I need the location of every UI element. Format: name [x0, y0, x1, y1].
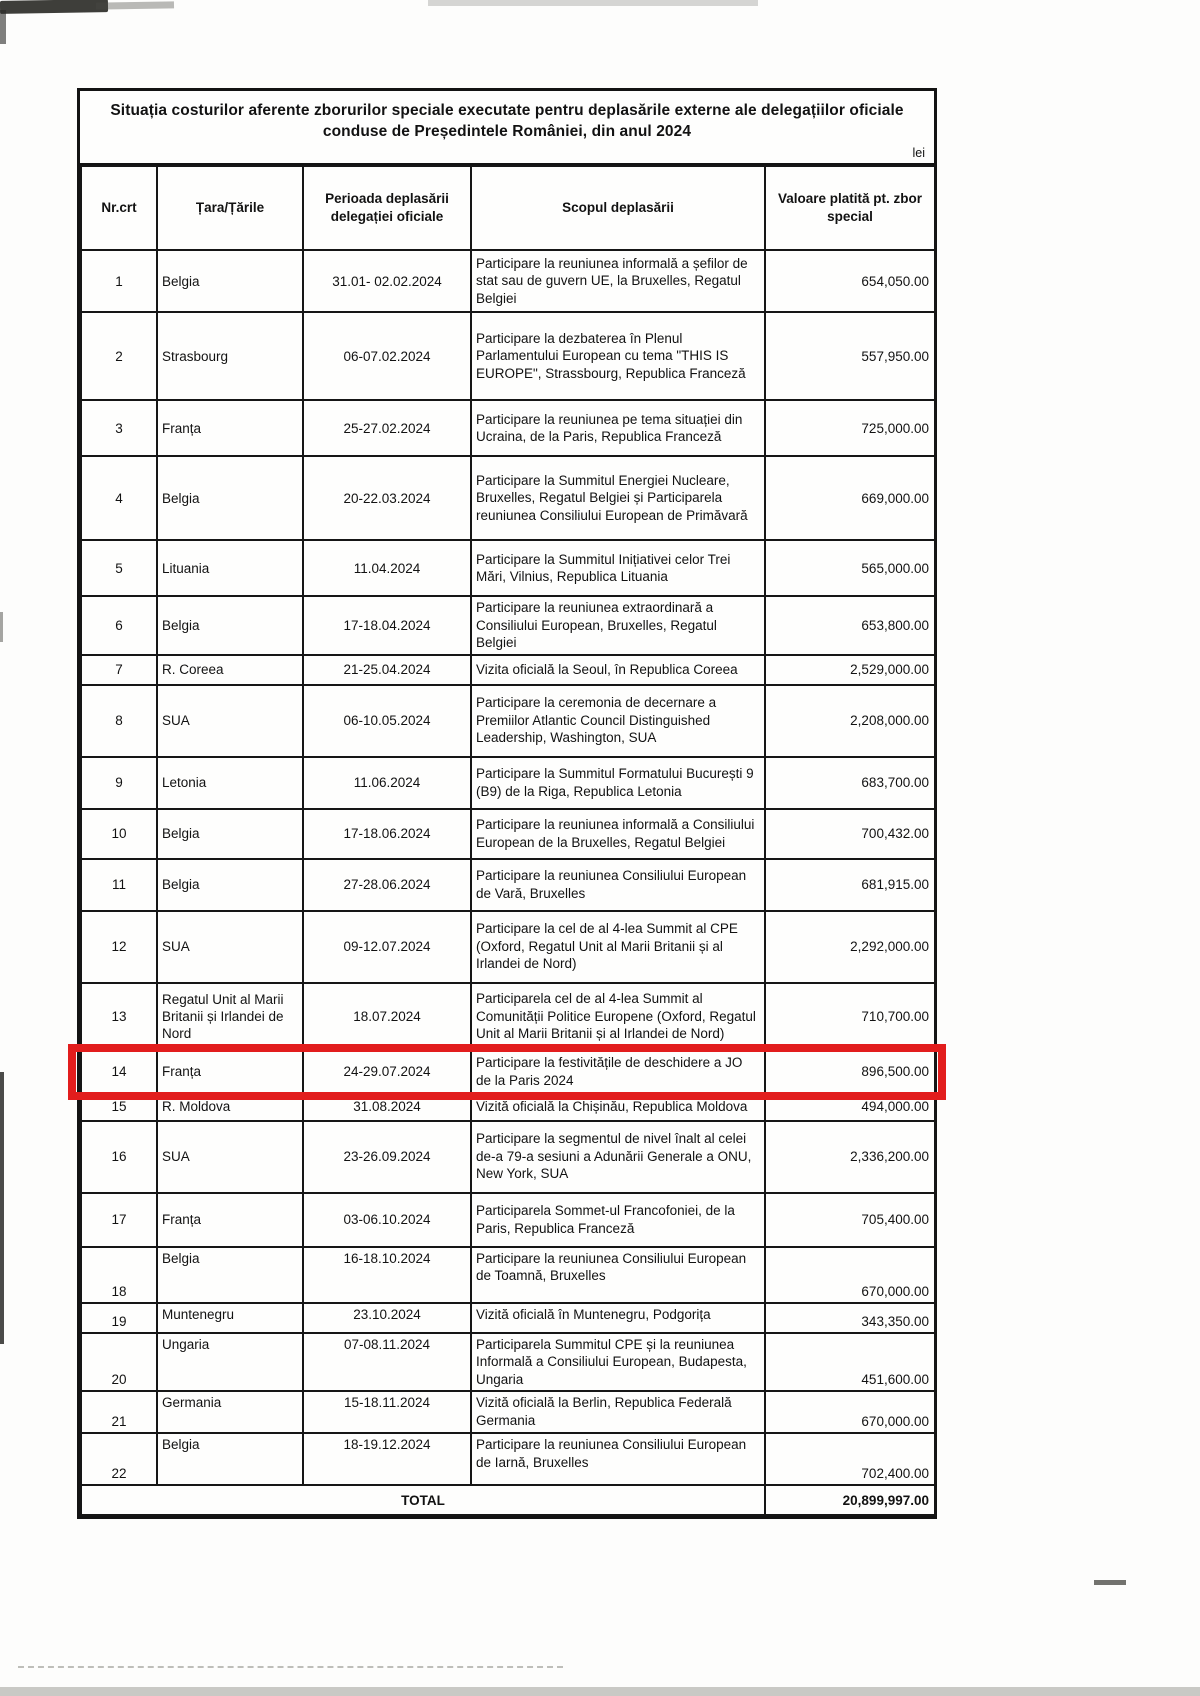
row-number-cell: 20 [81, 1333, 157, 1392]
period-cell: 06-10.05.2024 [303, 685, 471, 757]
country-cell: SUA [157, 685, 303, 757]
value-cell: 681,915.00 [765, 859, 935, 911]
country-cell: Letonia [157, 757, 303, 809]
period-cell: 11.04.2024 [303, 540, 471, 596]
country-cell: Belgia [157, 859, 303, 911]
purpose-cell: Vizită oficială la Berlin, Republica Federală Germania [471, 1391, 765, 1433]
currency-label: lei [912, 146, 925, 160]
row-number-cell: 17 [81, 1193, 157, 1247]
value-cell: 654,050.00 [765, 250, 935, 312]
document-title-line1: Situația costurilor aferente zborurilor speciale executate pentru deplasările externe ale delegațiilor oficiale [110, 102, 904, 119]
country-cell: Belgia [157, 456, 303, 540]
row-number-cell: 15 [81, 1093, 157, 1121]
row-number-cell: 9 [81, 757, 157, 809]
table-row [81, 809, 935, 859]
purpose-cell: Participare la reuniunea Consiliului European de Vară, Bruxelles [471, 859, 765, 911]
table-row [81, 757, 935, 809]
scan-bottom-bar [0, 1687, 1200, 1696]
costs-table [80, 165, 936, 1516]
country-cell: Belgia [157, 1247, 303, 1303]
header-country: Țara/Țările [157, 166, 303, 250]
value-cell: 2,336,200.00 [765, 1121, 935, 1193]
purpose-cell: Participare la Summitul Energiei Nucleare, Bruxelles, Regatul Belgiei și Participarela reuniunea Consiliului European de Primăvară [471, 456, 765, 540]
row-number-cell: 18 [81, 1247, 157, 1303]
country-cell: Franța [157, 1193, 303, 1247]
purpose-cell: Participare la festivitățile de deschidere a JO de la Paris 2024 [471, 1051, 765, 1093]
value-cell: 710,700.00 [765, 983, 935, 1051]
table-row [81, 1121, 935, 1193]
row-number-cell: 13 [81, 983, 157, 1051]
row-number-cell: 5 [81, 540, 157, 596]
scan-edge-line-left-2 [0, 612, 3, 642]
period-cell: 06-07.02.2024 [303, 312, 471, 400]
document-title-line2: conduse de Președintele României, din anul 2024 [322, 123, 692, 140]
scan-edge-line-left [0, 1072, 4, 1344]
country-cell: Germania [157, 1391, 303, 1433]
table-row [81, 1303, 935, 1333]
purpose-cell: Participare la reuniunea pe tema situației din Ucraina, de la Paris, Republica Franceză [471, 400, 765, 456]
table-row [81, 1247, 935, 1303]
table-row [81, 685, 935, 757]
period-cell: 03-06.10.2024 [303, 1193, 471, 1247]
scan-dash-bottom-right [1094, 1580, 1126, 1585]
document-table [77, 88, 937, 1519]
country-cell: Belgia [157, 250, 303, 312]
row-number-cell: 21 [81, 1391, 157, 1433]
purpose-cell: Vizită oficială la Chișinău, Republica Moldova [471, 1093, 765, 1121]
purpose-cell: Participarela Sommet-ul Francofoniei, de la Paris, Republica Franceză [471, 1193, 765, 1247]
table-row [81, 1433, 935, 1485]
purpose-cell: Participare la reuniunea Consiliului European de Iarnă, Bruxelles [471, 1433, 765, 1485]
table-row [81, 859, 935, 911]
period-cell: 18-19.12.2024 [303, 1433, 471, 1485]
period-cell: 24-29.07.2024 [303, 1051, 471, 1093]
value-cell: 725,000.00 [765, 400, 935, 456]
row-number-cell: 19 [81, 1303, 157, 1333]
period-cell: 15-18.11.2024 [303, 1391, 471, 1433]
header-purpose: Scopul deplasării [471, 166, 765, 250]
row-number-cell: 8 [81, 685, 157, 757]
table-row [81, 400, 935, 456]
row-number-cell: 7 [81, 655, 157, 685]
table-row [81, 312, 935, 400]
value-cell: 557,950.00 [765, 312, 935, 400]
row-number-cell: 11 [81, 859, 157, 911]
title-block [80, 91, 934, 165]
table-row [81, 540, 935, 596]
table-body [81, 250, 935, 1485]
value-cell: 670,000.00 [765, 1247, 935, 1303]
purpose-cell: Vizita oficială la Seoul, în Republica Coreea [471, 655, 765, 685]
country-cell: Franța [157, 1051, 303, 1093]
country-cell: Belgia [157, 1433, 303, 1485]
purpose-cell: Participare la Summitul Inițiativei celor Trei Mări, Vilnius, Republica Lituania [471, 540, 765, 596]
purpose-cell: Participare la ceremonia de decernare a Premiilor Atlantic Council Distinguished Leadership, Washington, SUA [471, 685, 765, 757]
value-cell: 451,600.00 [765, 1333, 935, 1392]
total-label: TOTAL [81, 1485, 765, 1515]
country-cell: Belgia [157, 809, 303, 859]
header-value: Valoare platită pt. zbor special [765, 166, 935, 250]
table-row [81, 1051, 935, 1093]
table-row [81, 911, 935, 983]
row-number-cell: 3 [81, 400, 157, 456]
period-cell: 31.01- 02.02.2024 [303, 250, 471, 312]
value-cell: 494,000.00 [765, 1093, 935, 1121]
value-cell: 896,500.00 [765, 1051, 935, 1093]
purpose-cell: Participare la Summitul Formatului București 9 (B9) de la Riga, Republica Letonia [471, 757, 765, 809]
value-cell: 702,400.00 [765, 1433, 935, 1485]
table-row [81, 1193, 935, 1247]
row-number-cell: 14 [81, 1051, 157, 1093]
row-number-cell: 2 [81, 312, 157, 400]
period-cell: 27-28.06.2024 [303, 859, 471, 911]
purpose-cell: Participarela Summitul CPE și la reuniunea Informală a Consiliului European, Budapesta, Ungaria [471, 1333, 765, 1392]
table-row [81, 1391, 935, 1433]
country-cell: SUA [157, 911, 303, 983]
purpose-cell: Vizită oficială în Muntenegru, Podgorița [471, 1303, 765, 1333]
country-cell: Regatul Unit al Marii Britanii și Irlandei de Nord [157, 983, 303, 1051]
country-cell: Belgia [157, 596, 303, 655]
country-cell: SUA [157, 1121, 303, 1193]
total-value: 20,899,997.00 [765, 1485, 935, 1515]
value-cell: 670,000.00 [765, 1391, 935, 1433]
purpose-cell: Participare la cel de al 4-lea Summit al CPE (Oxford, Regatul Unit al Marii Britanii și al Irlandei de Nord) [471, 911, 765, 983]
scan-dashed-line-bottom [18, 1666, 563, 1668]
value-cell: 683,700.00 [765, 757, 935, 809]
period-cell: 20-22.03.2024 [303, 456, 471, 540]
period-cell: 17-18.04.2024 [303, 596, 471, 655]
period-cell: 17-18.06.2024 [303, 809, 471, 859]
period-cell: 23-26.09.2024 [303, 1121, 471, 1193]
table-row [81, 1093, 935, 1121]
value-cell: 700,432.00 [765, 809, 935, 859]
value-cell: 565,000.00 [765, 540, 935, 596]
row-number-cell: 16 [81, 1121, 157, 1193]
period-cell: 31.08.2024 [303, 1093, 471, 1121]
row-number-cell: 4 [81, 456, 157, 540]
table-row [81, 655, 935, 685]
value-cell: 2,208,000.00 [765, 685, 935, 757]
table-row [81, 456, 935, 540]
country-cell: Ungaria [157, 1333, 303, 1392]
scan-streak-top [428, 0, 758, 6]
period-cell: 07-08.11.2024 [303, 1333, 471, 1392]
value-cell: 2,529,000.00 [765, 655, 935, 685]
country-cell: R. Coreea [157, 655, 303, 685]
value-cell: 669,000.00 [765, 456, 935, 540]
header-nr: Nr.crt [81, 166, 157, 250]
country-cell: R. Moldova [157, 1093, 303, 1121]
row-number-cell: 22 [81, 1433, 157, 1485]
total-row [81, 1485, 935, 1515]
purpose-cell: Participare la dezbaterea în Plenul Parlamentului European cu tema "THIS IS EUROPE", Strassbourg, Republica Franceză [471, 312, 765, 400]
period-cell: 09-12.07.2024 [303, 911, 471, 983]
scan-smudge-top-left-2 [96, 1, 174, 9]
table-row [81, 1333, 935, 1392]
value-cell: 653,800.00 [765, 596, 935, 655]
country-cell: Muntenegru [157, 1303, 303, 1333]
purpose-cell: Participare la reuniunea Consiliului European de Toamnă, Bruxelles [471, 1247, 765, 1303]
country-cell: Strasbourg [157, 312, 303, 400]
scan-smudge-left-edge [0, 10, 6, 44]
purpose-cell: Participare la segmentul de nivel înalt al celei de-a 79-a sesiuni a Adunării Generale a ONU, New York, SUA [471, 1121, 765, 1193]
row-number-cell: 1 [81, 250, 157, 312]
row-number-cell: 10 [81, 809, 157, 859]
country-cell: Franța [157, 400, 303, 456]
period-cell: 18.07.2024 [303, 983, 471, 1051]
purpose-cell: Participare la reuniunea informală a șefilor de stat sau de guvern UE, la Bruxelles, Regatul Belgiei [471, 250, 765, 312]
purpose-cell: Participare la reuniunea extraordinară a Consiliului European, Bruxelles, Regatul Belgiei [471, 596, 765, 655]
row-number-cell: 6 [81, 596, 157, 655]
purpose-cell: Participarela cel de al 4-lea Summit al Comunității Politice Europene (Oxford, Regatul Unit al Marii Britanii și al Irlandei de Nord) [471, 983, 765, 1051]
period-cell: 16-18.10.2024 [303, 1247, 471, 1303]
row-number-cell: 12 [81, 911, 157, 983]
value-cell: 2,292,000.00 [765, 911, 935, 983]
scan-smudge-top-left [0, 0, 108, 14]
table-row [81, 250, 935, 312]
period-cell: 25-27.02.2024 [303, 400, 471, 456]
period-cell: 11.06.2024 [303, 757, 471, 809]
purpose-cell: Participare la reuniunea informală a Consiliului European de la Bruxelles, Regatul Belgiei [471, 809, 765, 859]
value-cell: 705,400.00 [765, 1193, 935, 1247]
period-cell: 23.10.2024 [303, 1303, 471, 1333]
header-row [81, 166, 935, 250]
period-cell: 21-25.04.2024 [303, 655, 471, 685]
value-cell: 343,350.00 [765, 1303, 935, 1333]
country-cell: Lituania [157, 540, 303, 596]
table-row [81, 983, 935, 1051]
header-period: Perioada deplasării delegației oficiale [303, 166, 471, 250]
table-row [81, 596, 935, 655]
